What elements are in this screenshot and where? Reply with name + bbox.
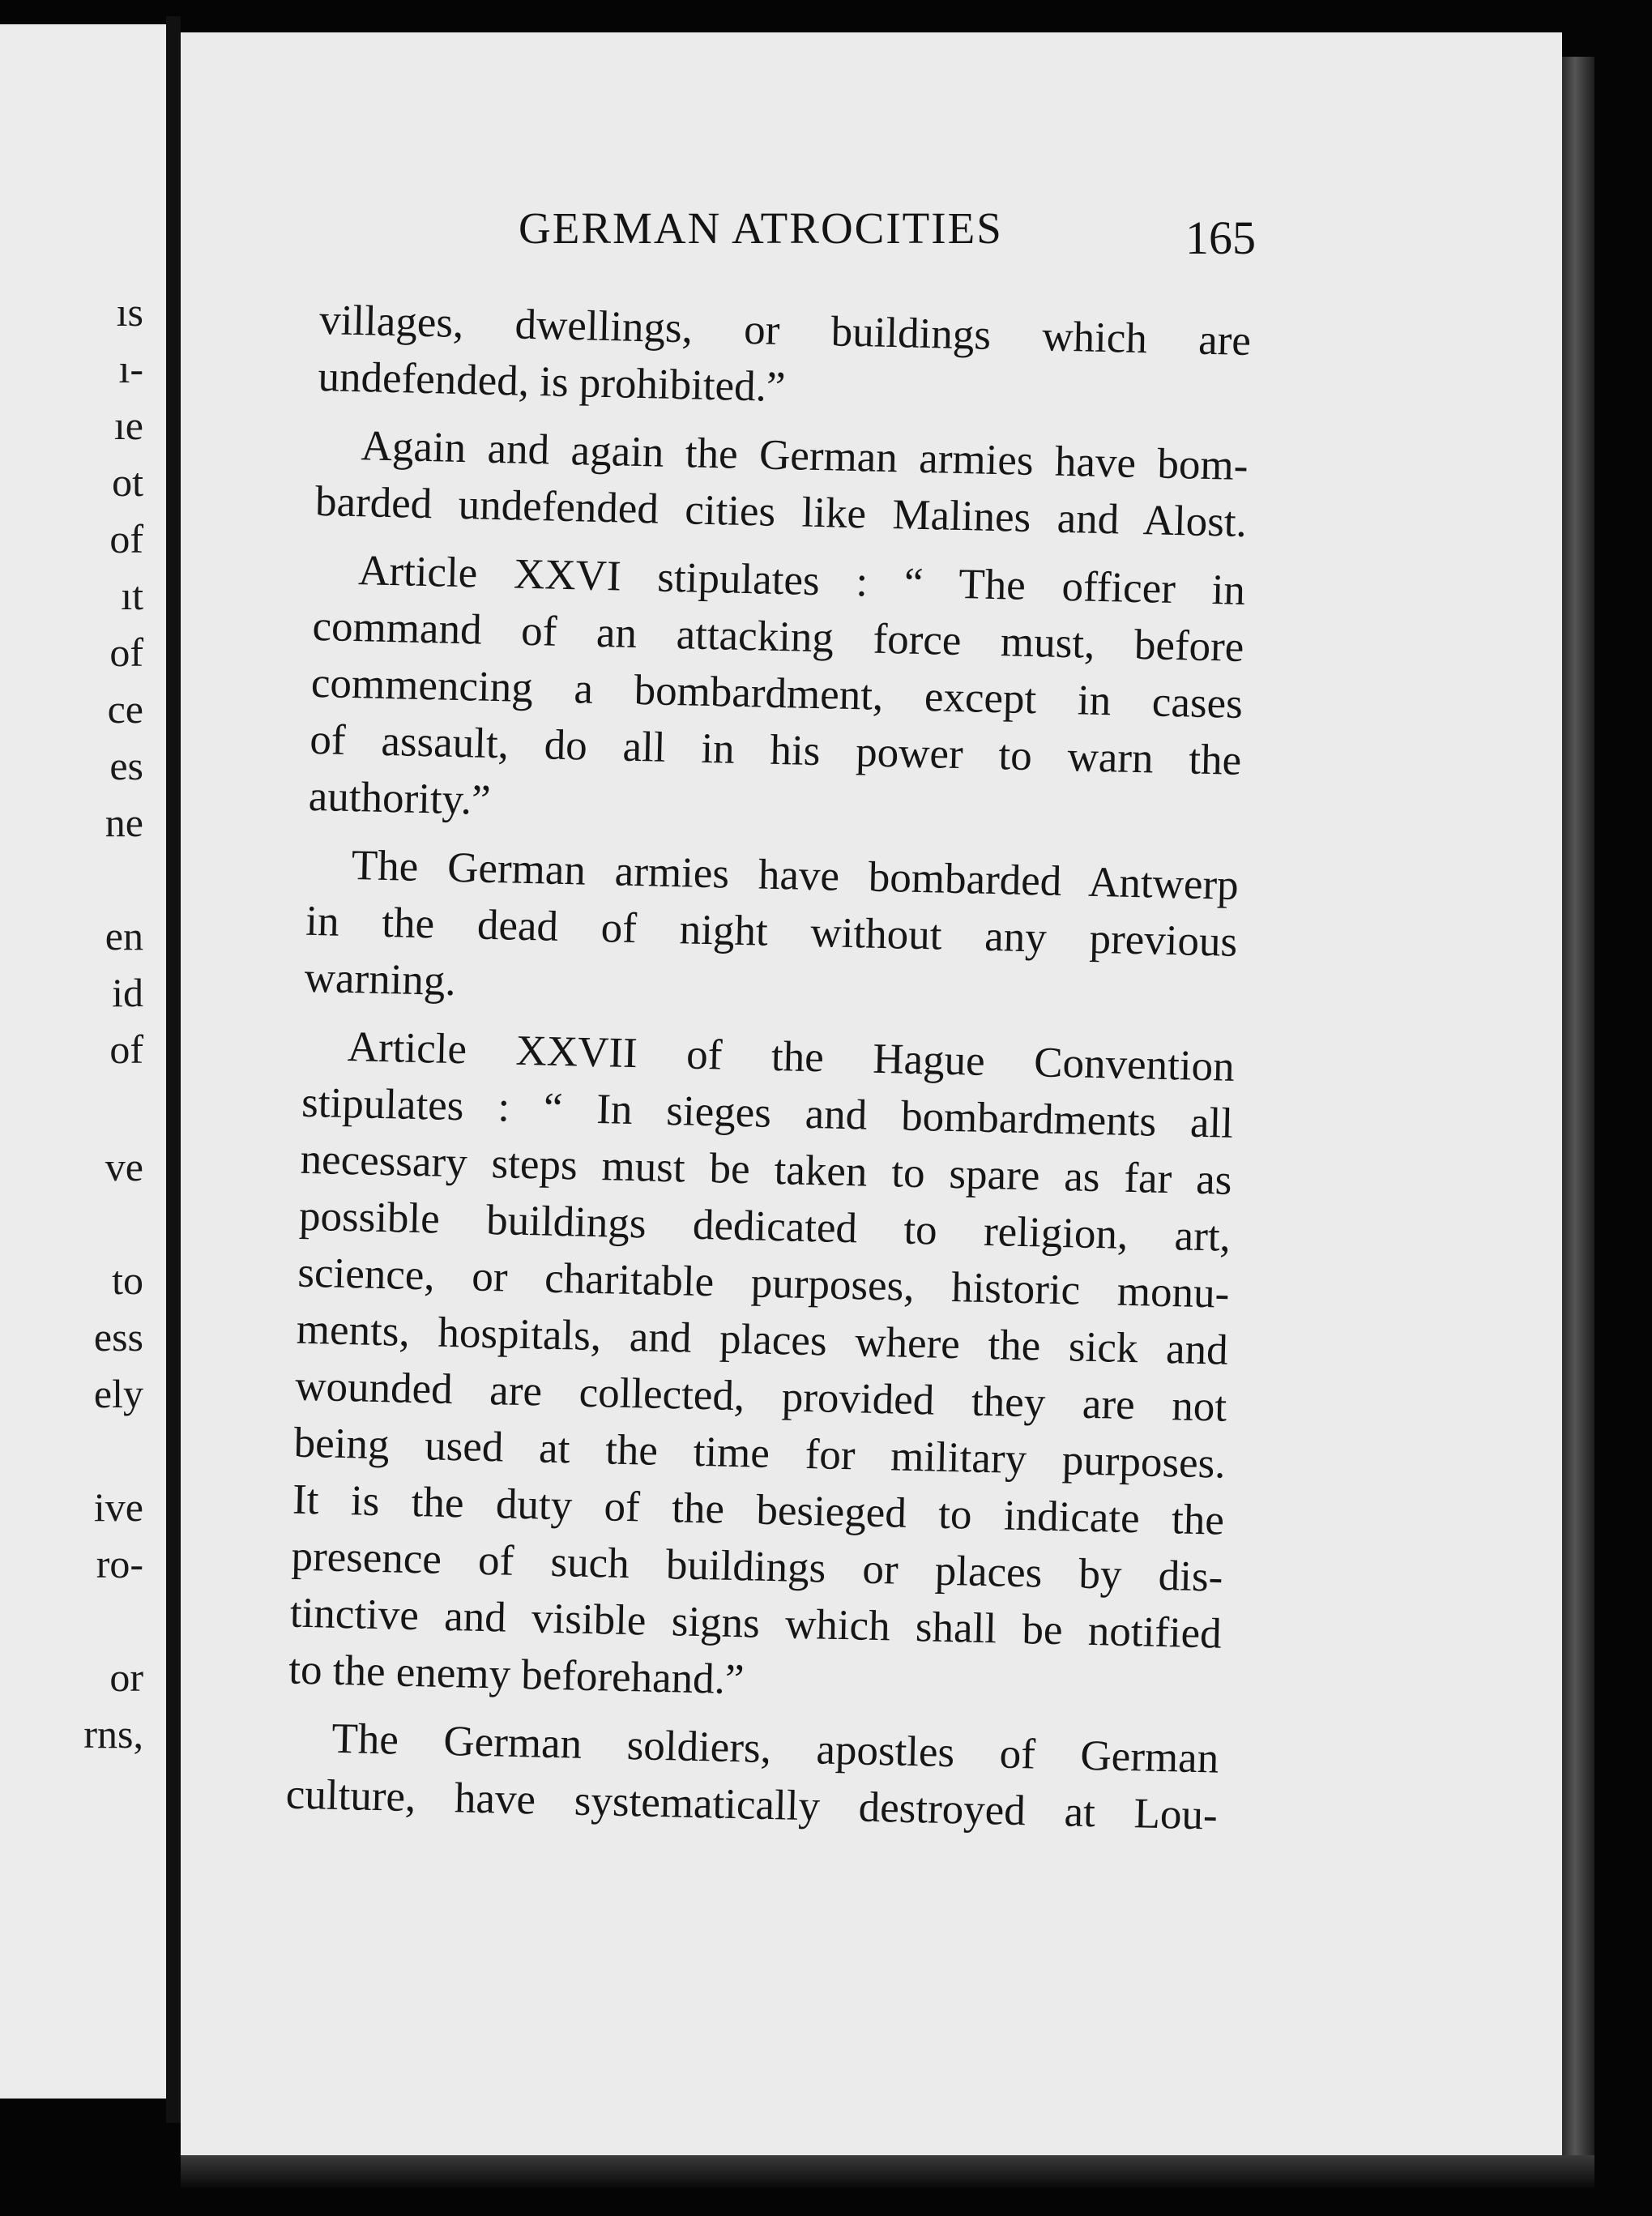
left-page-text-fragment: ro- bbox=[96, 1541, 143, 1586]
text-line: to the enemy beforehand.” bbox=[288, 1646, 745, 1704]
body-text bbox=[285, 292, 1252, 1844]
book-gutter bbox=[166, 16, 181, 2123]
text-line: Article XXVII of the Hague Convention bbox=[347, 1023, 1236, 1091]
running-title: GERMAN ATROCITIES bbox=[519, 203, 1003, 253]
text-line: authority.” bbox=[308, 772, 492, 824]
left-page-text-fragment: ess bbox=[93, 1314, 143, 1360]
left-page-text-fragment: or bbox=[109, 1655, 143, 1700]
left-page-text-fragment: id bbox=[112, 970, 143, 1015]
left-page-text-fragment: of bbox=[109, 630, 143, 675]
page-edge-shadow bbox=[1562, 57, 1594, 2163]
text-line: undefended, is prohibited.” bbox=[317, 352, 787, 412]
text-line: It is the duty of the besieged to indicate the bbox=[292, 1475, 1225, 1544]
left-page-text-fragment: ce bbox=[107, 686, 143, 732]
left-page-text-fragment: ot bbox=[112, 459, 143, 505]
left-page-text-fragment: ı- bbox=[118, 346, 143, 391]
left-page-text-fragment: rns, bbox=[83, 1711, 143, 1757]
text-line: barded undefended cities like Malines and Alost. bbox=[314, 477, 1248, 547]
text-line: commencing a bombardment, except in cases bbox=[310, 659, 1244, 728]
left-page-text-fragment: en bbox=[105, 913, 143, 959]
text-line: ments, hospitals, and places where the sick and bbox=[296, 1305, 1229, 1374]
text-line: warning. bbox=[304, 954, 457, 1006]
text-line: The German armies have bombarded Antwerp bbox=[351, 842, 1240, 909]
text-line: stipulates : “ In sieges and bombardments all bbox=[301, 1078, 1234, 1147]
text-line: wounded are collected, provided they are not bbox=[294, 1362, 1227, 1431]
text-line: in the dead of night without any previous bbox=[305, 897, 1238, 966]
text-line: Article XXVI stipulates : “ The officer in bbox=[357, 547, 1246, 614]
left-page-text-fragment: of bbox=[109, 1027, 143, 1072]
left-page-text-fragment: ive bbox=[93, 1484, 143, 1530]
text-line: villages, dwellings, or buildings which are bbox=[318, 296, 1252, 365]
left-page-text-fragment: ıs bbox=[116, 289, 143, 335]
page-bottom-shadow bbox=[181, 2155, 1594, 2188]
text-line: of assault, do all in his power to warn the bbox=[309, 715, 1242, 784]
text-line: being used at the time for military purposes. bbox=[293, 1419, 1227, 1488]
text-line: culture, have systematically destroyed at Lou- bbox=[285, 1770, 1219, 1839]
left-page-text-fragment: es bbox=[109, 743, 143, 788]
left-page-text-fragment: ıt bbox=[121, 573, 143, 618]
left-page-text-fragment: of bbox=[109, 516, 143, 561]
left-page-text-fragment: ıe bbox=[113, 403, 143, 448]
text-line: Again and again the German armies have bom- bbox=[361, 422, 1249, 490]
text-line: possible buildings dedicated to religion, art, bbox=[298, 1192, 1232, 1261]
text-line: science, or charitable purposes, historic monu- bbox=[297, 1249, 1230, 1317]
left-page-text-fragment: ely bbox=[93, 1371, 143, 1416]
text-line: presence of such buildings or places by dis- bbox=[290, 1532, 1223, 1601]
text-line: necessary steps must be taken to spare as far as bbox=[300, 1135, 1233, 1204]
left-page-text-fragment: ve bbox=[105, 1144, 143, 1189]
text-line: command of an attacking force must, before bbox=[311, 602, 1244, 671]
running-head bbox=[340, 203, 1256, 264]
left-page-text-fragment: ne bbox=[105, 800, 143, 845]
left-page-text-fragment: to bbox=[112, 1257, 143, 1303]
facing-page-fragment bbox=[0, 24, 166, 2099]
text-line: tinctive and visible signs which shall be notified bbox=[289, 1589, 1223, 1658]
text-line: The German soldiers, apostles of German bbox=[331, 1714, 1219, 1783]
page-number: 165 bbox=[1185, 211, 1256, 264]
